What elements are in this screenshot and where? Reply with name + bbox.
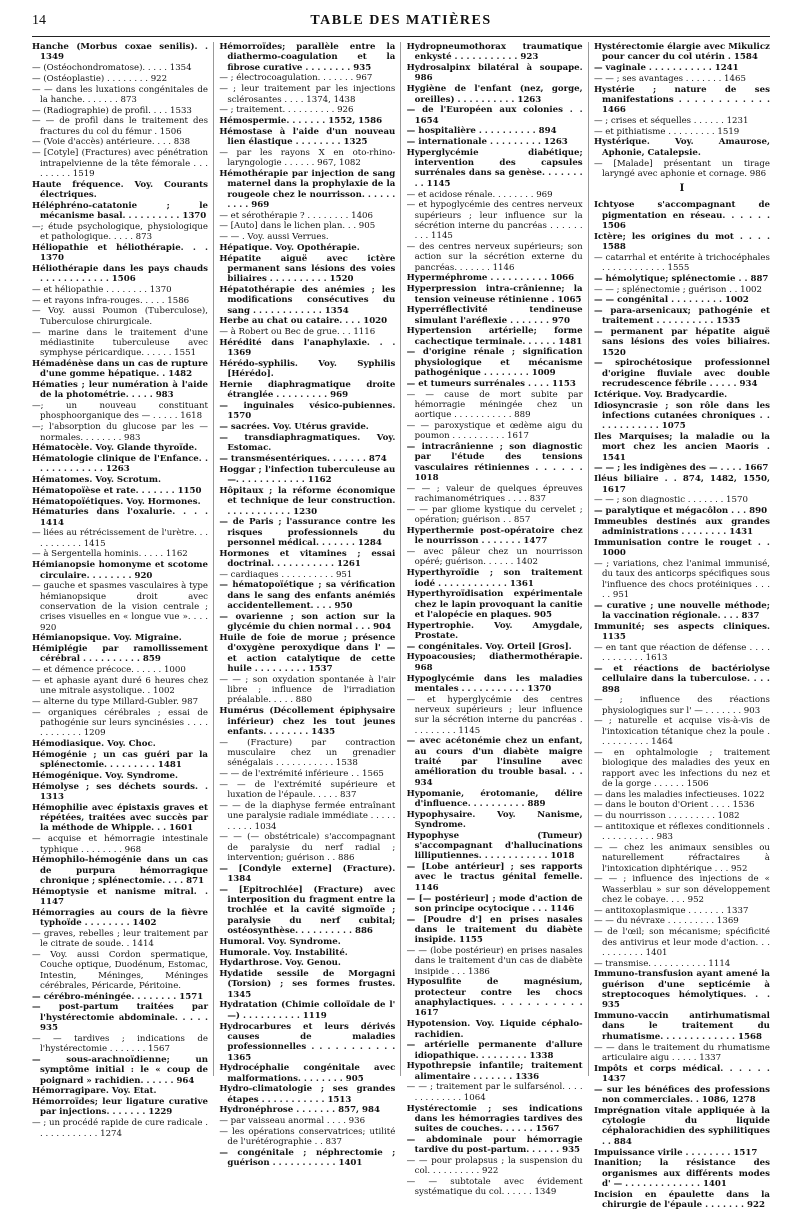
index-entry: — antitoxoplasmique . . . . . . . 1337 [593, 905, 749, 916]
index-column-4 [593, 42, 770, 1210]
section-letter: I [679, 183, 685, 195]
index-entry: — ; influence des réactions physiologiques sur l' — . . . . . . . 903 [593, 695, 770, 716]
index-entry: Hérédo-syphilis. Voy. Syphilis [Hérédo]. [219, 358, 396, 380]
index-entry: Hépatique. Voy. Opothérapie. [219, 242, 360, 253]
index-entry: Hémophilie avec épistaxis graves et répétées, traitées avec succès par la méthode de Whipple. . . 1601 [32, 802, 208, 834]
index-entry: — — dans les luxations congénitales de la hanche. . . . . . . 873 [32, 84, 208, 105]
index-entry: — et démence précoce. . . . . . 1000 [32, 665, 186, 676]
index-entry: Hyperthyroïdie ; son traitement iodé . . . . . . . . . . . . 1361 [406, 568, 583, 589]
running-header [32, 10, 770, 37]
column-divider [213, 42, 214, 1076]
index-entry: —; l'absorption du glucose par les — normales. . . . . . . . 983 [32, 422, 208, 443]
index-entry: Hépatite aiguë avec ictère permanent sans lésions des voies biliaires . . . . . . . . . . 1520 [219, 253, 396, 285]
index-entry: — ovarienne ; son action sur la glycémie du chien normal . . . 904 [219, 611, 396, 633]
index-column-3 [406, 42, 583, 1198]
index-entry: Impôts et corps médical. . . . . . 1437 [593, 1063, 770, 1084]
index-entry: — [Condyle externe] (Fracture). 1384 [219, 863, 396, 884]
index-entry: — vaginale . . . . . . . . . . . 1241 [593, 63, 739, 74]
index-entry: Hoggar ; l'infection tuberculeuse au —. . . . . . . . . . . . 1162 [219, 464, 396, 486]
index-entry: — Voy. aussi Poumon (Tuberculose), Tuberculose chirurgicale. [32, 306, 208, 327]
index-entry: — — ; traitement par le sulfarsénol. . . . . . . . . . . . . 1064 [406, 1082, 583, 1103]
index-entry: — alterne du type Millard-Gubler. 987 [32, 696, 199, 707]
index-entry: — catarrhal et entérite à trichocéphales . . . . . . . . . . . . 1555 [593, 252, 770, 274]
index-entry: — — de profil dans le traitement des fractures du col du fémur . 1506 [32, 116, 208, 137]
page-number: 14 [32, 13, 46, 28]
index-entry: Haute fréquence. Voy. Courants électriques. [32, 179, 208, 200]
index-entry: — — ; splénectomie ; guérison . . 1002 [593, 284, 762, 295]
index-entry: — d'origine rénale ; signification physiologique et mécanisme pathogénique . . . . . . . . 1009 [406, 347, 583, 379]
index-entry: Hôpitaux ; la réforme économique et technique de leur construction. . . . . . . . . . . . 1230 [219, 485, 396, 517]
index-entry: — congénitale ; néphrectomie ; guérison . . . . . . . . . . . 1401 [219, 1148, 396, 1169]
index-entry: — curative ; une nouvelle méthode; la vaccination régionale. . . . 837 [593, 600, 770, 622]
index-entry: Hémorragipare. Voy. Etat. [32, 1086, 157, 1097]
index-entry: — et héliopathie . . . . . . . . 1370 [32, 284, 172, 295]
index-entry: Hanche (Morbus coxae senilis). . 1349 [32, 42, 208, 63]
index-entry: Hémianopsique. Voy. Migraine. [32, 633, 182, 644]
index-entry: — et aphasie ayant duré 6 heures chez une mitrale asystolique. . 1002 [32, 675, 208, 697]
index-entry: Hématopoïétiques. Voy. Hormones. [32, 496, 201, 507]
index-entry: Ichtyose s'accompagnant de pigmentation en réseau. . . . . . 1506 [593, 200, 770, 231]
index-entry: — ; crises et séquelles . . . . . . 1231 [593, 115, 749, 126]
index-entry: — et hyperglycémie des centres nerveux supérieurs ; leur influence sur la sécrétion interne du pancréas . . . . . . . . . 1145 [406, 694, 583, 736]
index-entry: — (Ostéoplastie) . . . . . . . . 922 [32, 73, 168, 84]
index-entry: — transmésentériques. . . . . . . 874 [219, 454, 387, 464]
index-entry: Hémostase à l'aide d'un nouveau lien élastique . . . . . . . . 1325 [219, 126, 396, 148]
index-entry: — organiques cérébrales ; essai de pathogénie sur leurs syncinésies . . . . . . . . . . . . 1209 [32, 707, 208, 739]
index-entry: Humoral. Voy. Syndrome. [219, 936, 341, 947]
index-entry: Herbe au chat ou cataire. . . . 1020 [219, 316, 388, 327]
index-entry: — dans les maladies infectieuses. 1022 [593, 789, 765, 800]
index-entry: — ; leur traitement par les injections sclérosantes . . . . 1374, 1438 [219, 84, 396, 105]
index-entry: Immunité; ses aspects cliniques. 1135 [593, 621, 770, 643]
index-entry: — sous-arachnoïdienne; un symptôme initial : le « coup de poignard » rachidien. . . . . . 964 [32, 1054, 208, 1086]
index-entry: — — chez les animaux sensibles ou naturellement réfractaires à l'intoxication diphtérique . . . 952 [593, 842, 770, 874]
index-entry: — par les rayons X en oto-rhino-laryngologie . . . . . . 967, 1082 [219, 147, 396, 169]
index-entry: — transdiaphragmatiques. Voy. Estomac. [219, 432, 396, 454]
index-entry: Incision en épaulette dans la chirurgie de l'épaule . . . . . . . 922 [593, 1189, 770, 1210]
index-entry: Hydrosalpinx bilatéral à soupape. 986 [406, 63, 583, 84]
index-entry: Hydrocarbures et leurs dérivés causes de maladies professionnelles . . . . . . . . . . . 1365 [219, 1021, 396, 1063]
index-entry: Hypertension artérielle; forme cachectique terminale. . . . . . 1481 [406, 326, 583, 347]
index-entry: Hystérectomie élargie avec Mikulicz pour cancer du col utérin . 1584 [593, 42, 770, 63]
index-entry: — abdominale pour hémorragie tardive du post-partum. . . . . . 935 [406, 1134, 583, 1156]
index-entry: Hémorroïdes; leur ligature curative par injections. . . . . . . 1229 [32, 1097, 208, 1118]
index-entry: — sur les bénéfices des professions non commerciales. . 1086, 1278 [593, 1084, 770, 1106]
index-entry: Hémothérapie par injection de sang maternel dans la prophylaxie de la rougeole chez le nourrisson. . . . . . . . . . 969 [219, 168, 396, 210]
index-entry: — à Robert ou Bec de grue. . . 1116 [219, 327, 376, 338]
index-entry: — hospitalière . . . . . . . . . . 894 [406, 126, 557, 137]
index-entry: — — par gliome kystique du cervelet ; opération; guérison . . 857 [406, 504, 583, 526]
index-entry: — permanent par hépatite aiguë sans lésions des voies biliaires. 1520 [593, 327, 770, 358]
index-entry: — hématopoïétique ; sa vérification dans le sang des enfants anémiés accidentellement. . . . 950 [219, 580, 396, 612]
index-entry: — dans le bouton d'Orient . . . . 1536 [593, 800, 755, 811]
index-entry: Hémadénèse dans un cas de rupture d'une gomme hépatique. . 1482 [32, 358, 208, 380]
index-entry: Hyperthermie post-opératoire chez le nourrisson . . . . . . . 1477 [406, 526, 583, 547]
index-entry: Hématies ; leur numération à l'aide de la photométrie. . . . . 983 [32, 380, 208, 401]
index-entry: Hydropneumothorax traumatique enkysté . . . . . . . . . . . 923 [406, 42, 583, 63]
index-entry: Immuno-transfusion ayant amené la guérison d'une septicémie à streptocoques hémolytiques. . . 935 [593, 969, 770, 1011]
index-entry: — avec acétonémie chez un enfant, au cours d'un diabète maigre traité par l'insuline avec amélioration du trouble basal. . . 934 [406, 736, 583, 788]
index-entry: — acquise et hémorragie intestinale typhique . . . . . . . . 968 [32, 834, 208, 855]
index-entry: Hystérique. Voy. Amaurose, Aphonie, Catalepsie. [593, 137, 770, 158]
index-entry: Hyperréflectivité tendineuse simulant l'aréflexie . . . . . . . 970 [406, 305, 583, 326]
index-entry: — et rayons infra-rouges. . . . . 1586 [32, 295, 190, 306]
index-entry: Hormones et vitamines ; essai doctrinal. . . . . . . . . . . 1261 [219, 548, 396, 569]
index-entry: — — ; ses avantages . . . . . . . 1465 [593, 73, 746, 84]
index-entry: — les opérations conservatrices; utilité de l'urétérographie . . 837 [219, 1126, 396, 1148]
index-entry: Immuno-vaccin antirhumatismal dans le traitement du rhumatisme. . . . . . . . . . . . . 1568 [593, 1011, 770, 1042]
index-entry: — — ; son diagnostic . . . . . . . 1570 [593, 495, 748, 506]
index-entry: — — . Voy. aussi Verrues. [219, 232, 329, 243]
index-entry: — et tumeurs surrénales . . . . 1153 [406, 378, 576, 389]
index-entry: — (Voie d'accès) antérieure. . . . 838 [32, 137, 191, 148]
index-column-2 [219, 42, 396, 1169]
index-entry: — de l'œil; son mécanisme; spécificité des antivirus et leur mode d'action. . . . . . . . . . . 1401 [593, 927, 770, 958]
index-entry: Héléphréno-catatonie ; le mécanisme basal. . . . . . . . . . 1370 [32, 200, 208, 222]
index-entry: — — ; valeur de quelques épreuves rachimanométriques . . . . 837 [406, 483, 583, 505]
index-entry: Immunisation contre le rouget . . 1000 [593, 537, 770, 559]
index-entry: Huile de foie de morue ; présence d'oxygène peroxydique dans l' — et action catalytique de cette huile . . . . . . . . . 1537 [219, 632, 396, 674]
index-entry: Hypotension. Voy. Liquide céphalo-rachidien. [406, 1019, 583, 1040]
index-entry: — cardiaques . . . . . . . . . . 951 [219, 569, 353, 580]
index-entry: Héliopathie et héliothérapie. . . 1370 [32, 242, 208, 264]
index-entry: — liées au rétrécissement de l'urètre. . . . . . . . . . . 1415 [32, 528, 208, 549]
index-entry: — (Fracture) par contraction musculaire chez un grenadier sénégalais . . . . . . . . . . . 1538 [219, 737, 396, 769]
index-entry: Hématuries dans l'oxalurie. . . . 1414 [32, 507, 208, 528]
index-entry: — en ophtalmologie ; traitement biologique des maladies des yeux en rapport avec les infections du nez et de la gorge . . . . . . 1506 [593, 747, 770, 789]
index-entry: — et sérothérapie ? . . . . . . . . 1406 [219, 210, 373, 221]
index-entry: — des centres nerveux supérieurs; son action sur la sécrétion externe du pancréas. . . . . . . 1146 [406, 242, 583, 273]
index-entry: Hémodiasique. Voy. Choc. [32, 739, 156, 750]
index-entry: Hypertrophie. Voy. Amygdale, Prostate. [406, 620, 583, 642]
index-entry: Hématocèle. Voy. Glande thyroïde. [32, 443, 198, 454]
index-entry: — — du névraxe . . . . . . . . . 1369 [593, 916, 739, 927]
index-entry: — par vaisseau anormal . . . . 936 [219, 1116, 366, 1127]
index-entry: — — de l'extrémité supérieure et luxation de l'épaule. . . . . 837 [219, 779, 396, 801]
index-entry: — internationale . . . . . . . . . 1263 [406, 137, 568, 148]
index-entry: — sacrées. Voy. Utérus gravide. [219, 422, 369, 433]
index-entry: Impuissance virile . . . . . . . . 1517 [593, 1147, 758, 1158]
index-entry: — congénitales. Voy. Orteil [Gros]. [406, 641, 572, 652]
index-entry: Hémorroïdes; parallèle entre la diathermo-coagulation et la fibrose curative . . . . . . . . 935 [219, 42, 396, 73]
index-entry: Hyperméphrome . . . . . . . . . . 1066 [406, 273, 575, 284]
index-entry: — (Radiographie) de profil. . . . 1533 [32, 105, 192, 116]
index-entry: — [Malade] présentant un tirage laryngé avec aphonie et cornage. 986 [593, 158, 770, 179]
index-entry: Hématomes. Voy. Scrotum. [32, 475, 161, 486]
index-entry: Hernie diaphragmatique droite étranglée . . . . . . . . . 969 [219, 380, 396, 401]
index-entry: — [Auto] dans le lichen plan. . . 905 [219, 221, 376, 232]
index-entry: Hémolyse ; ses déchets sourds. . 1313 [32, 781, 208, 803]
index-entry: — — dans le traitement du rhumatisme articulaire aigu . . . . . 1337 [593, 1042, 770, 1063]
page-title: TABLE DES MATIÈRES [310, 13, 492, 28]
index-entry: — — congénital . . . . . . . . . 1002 [593, 295, 749, 306]
index-entry: Hypophysaire. Voy. Nanisme, Syndrome. [406, 809, 583, 830]
index-column-1 [32, 42, 208, 1139]
index-entry: Hydratation (Chimie colloïdale de l' —) . . . . . . . . . . 1119 [219, 1000, 396, 1021]
column-divider [588, 42, 589, 1076]
index-entry: — — paroxystique et œdème aigu du poumon . . . . . . . . . . 1617 [406, 421, 583, 442]
index-entry: — — subtotale avec évidement systématique du col. . . . . . 1349 [406, 1177, 583, 1198]
index-entry: — de l'Européen aux colonies . . 1654 [406, 105, 583, 126]
index-entry: — ; variations, chez l'animal immunisé, du taux des anticorps spécifiques sous l'influence des chocs protéiniques . . . . . 951 [593, 558, 770, 600]
index-entry: — ; électrocoagulation. . . . . . . 967 [219, 73, 373, 84]
index-entry: — — cause de mort subite par hémorragie méningée chez un aortique . . . . . . . . . . . 889 [406, 389, 583, 421]
index-entry: — [Lobe antérieur] ; ses rapports avec le tractus génital femelle. 1146 [406, 862, 583, 893]
index-entry: Hydatide sessile de Morgagni (Torsion) ; ses formes frustes. 1345 [219, 969, 396, 1000]
index-entry: — — pour prolapsus ; la suspension du col. . . . . . . . . . 922 [406, 1156, 583, 1177]
index-entry: Hypoacousies; diathermothérapie. 968 [406, 652, 583, 673]
index-entry: — intracrânienne ; son diagnostic par l'étude des tensions vasculaires rétiniennes . . . . . . 1018 [406, 442, 583, 484]
index-entry: — et hypoglycémie des centres nerveux supérieurs ; leur influence sur la sécrétion interne du pancréas . . . . . . . . . 1145 [406, 200, 583, 242]
index-entry: — spirochétosique professionnel d'origine fluviale avec double recrudescence fébrile . . . . . 934 [593, 358, 770, 390]
index-entry: Héliothérapie dans les pays chauds . . . . . . . . . . . . 1506 [32, 263, 208, 285]
index-entry: — hémolytique; splénectomie . . 887 [593, 273, 769, 284]
index-entry: — — (— obstétricale) s'accompagnant de paralysie du nerf radial ; intervention; guérison . . 886 [219, 832, 396, 863]
index-entry: — — (lobe postérieur) en prises nasales dans le traitement d'un cas de diabète insipide . . . 1386 [406, 946, 583, 977]
index-entry: — antitoxique et réflexes conditionnels . . . . . . . . . . . 983 [593, 821, 770, 843]
index-entry: Hydarthrose. Voy. Genou. [219, 958, 341, 969]
index-entry: Hypomanie, érotomanie, délire d'influence. . . . . . . . . . 889 [406, 788, 583, 809]
index-entry: Hémogénique. Voy. Syndrome. [32, 770, 178, 781]
index-entry: Immeubles destinés aux grandes administrations . . . . . . . . 1431 [593, 516, 770, 538]
index-entry: — marine dans le traitement d'une médiastinite tuberculeuse avec symphyse péricardique. . . . . . 1551 [32, 327, 208, 359]
index-entry: Hyposulfite de magnésium, protecteur contre les chocs anaphylactiques. . . . . . . . . . . 1617 [406, 977, 583, 1019]
index-entry: Iles Marquises; la maladie ou la mort chez les ancien Maoris . 1541 [593, 432, 770, 463]
index-entry: — [— postérieur] ; mode d'action de son principe ocytocique . . . 1146 [406, 893, 583, 914]
index-entry: — para-arsenicaux; pathogénie et traitement . . . . . . . . . . 1535 [593, 305, 770, 327]
index-entry: Hémianopsie homonyme et scotome circulaire. . . . . . . . 920 [32, 560, 208, 581]
index-entry: — cérébro-méningée. . . . . . . . 1571 [32, 991, 204, 1002]
index-entry: —; étude psychologique, physiologique et pathologique. . . . . 873 [32, 221, 208, 243]
index-entry: — — ; les indigènes des — . . . . 1667 [593, 463, 769, 474]
index-entry: Hémospermie. . . . . . . 1552, 1586 [219, 115, 383, 126]
index-entry: Ictérique. Voy. Bradycardie. [593, 389, 728, 400]
index-entry: Imprégnation vitale appliquée à la cytologie du liquide céphalorachidien des syphilitiques . . 884 [593, 1105, 770, 1147]
index-entry: — paralytique et mégacôlon . . . 890 [593, 506, 768, 517]
index-entry: — graves, rebelles ; leur traitement par le citrate de soude. . 1414 [32, 928, 208, 950]
index-entry: — et pithiatisme . . . . . . . . . 1519 [593, 126, 740, 137]
index-entry: Humérus (Décollement épiphysaire inférieur) chez les tout jeunes enfants. . . . . . . . 1435 [219, 706, 396, 737]
index-entry: Hémorragies au cours de la fièvre typhoïde . . . . . . . . 1402 [32, 907, 208, 929]
index-entry: Hyperpression intra-crânienne; la tension veineuse rétinienne . 1065 [406, 284, 583, 305]
index-columns [32, 42, 770, 1210]
index-entry: Hématologie clinique de l'Enfance. . . . . . . . . . . . . 1263 [32, 454, 208, 475]
index-entry: —; un nouveau constituant phosphoorganique des — . . . . . 1618 [32, 401, 208, 422]
index-entry: — en tant que réaction de défense . . . . . . . . . . . . 1613 [593, 642, 770, 664]
index-entry: Hystérie ; nature de ses manifestations . . . . . . . . . . . . 1466 [593, 84, 770, 116]
index-entry: — (Ostéochondromatose). . . . . 1354 [32, 63, 192, 74]
index-entry: — et réactions de bactériolyse cellulaire dans la tuberculose. . . . 898 [593, 663, 770, 695]
index-entry: Hypothrepsie infantile; traitement alimentaire . . . . . . . 1336 [406, 1061, 583, 1082]
index-entry: — Voy. aussi Cordon spermatique, Couche optique, Duodénum, Estomac, Intestin, Méninges, Méninges cérébrales, Péricarde, Péritoine. [32, 949, 208, 991]
index-entry: — artérielle permanente d'allure idiopathique. . . . . . . . . 1338 [406, 1040, 583, 1061]
index-entry: Idiosyncrasie ; son rôle dans les infections cutanées chroniques . . . . . . . . . . . . 1075 [593, 400, 770, 432]
index-entry: Hérédité dans l'anaphylaxie. . . 1369 [219, 337, 396, 359]
index-entry: — à Sergentella hominis. . . . . 1162 [32, 549, 188, 560]
index-entry: Hygiène de l'enfant (nez, gorge, oreilles) . . . . . . . . . . 1263 [406, 84, 583, 105]
index-entry: — — ; influence des injections de « Wasserblau » sur son développement chez le cobaye. . . . 952 [593, 874, 770, 905]
index-entry: — inguinales vésico-pubiennes. 1570 [219, 401, 396, 422]
index-entry: Inanition; la résistance des organismes aux différents modes d' — . . . . . . . . . . . . . 1401 [593, 1158, 770, 1189]
index-entry: Humorale. Voy. Instabilité. [219, 947, 348, 958]
index-entry: Hémiplégie par ramollissement cérébral . . . . . . . . . . 859 [32, 644, 208, 665]
index-entry: — — tardives ; indications de l'hystérectomie . . . . . . . 1567 [32, 1033, 208, 1055]
index-entry: Hépatothérapie des anémies ; les modifications consécutives du sang . . . . . . . . . . . . 1354 [219, 284, 396, 316]
index-entry: — post-partum traitées par l'hystérectomie abdominale. . . . . 935 [32, 1002, 208, 1034]
index-entry: — transmise. . . . . . . . . . . 1114 [593, 958, 731, 969]
index-entry: Hyperthyroïdisation expérimentale chez le lapin provoquant la canitie et l'alopécie en plaques. 905 [406, 589, 583, 620]
index-entry: — avec pâleur chez un nourrisson opéré; guérison. . . . . . 1402 [406, 547, 583, 568]
index-entry: — — de l'extrémité inférieure . . 1565 [219, 769, 384, 779]
index-entry: — de Paris ; l'assurance contre les risques professionnels du personnel médical. . . . . . . 1284 [219, 517, 396, 548]
index-entry: — ; traitement. . . . . . . . . . 926 [219, 105, 354, 116]
index-entry: Hydro-climatologie ; ses grandes étapes . . . . . . . . . . . 1513 [219, 1084, 396, 1105]
index-entry: Hyperglycémie diabétique; intervention des capsules surrénales dans sa genèse. . . . . . . . . 1145 [406, 147, 583, 189]
index-entry: — gauche et spasmes vasculaires à type hémianopsique droit avec conservation de la vision centrale ; crises visuelles en « longue vue ». . . . 920 [32, 581, 208, 633]
index-entry: Hystérectomie ; ses indications dans les hémorragies tardives des suites de couches. . . . . . 1567 [406, 1103, 583, 1135]
index-entry: — [Cotyle] (Fractures) avec pénétration intrapelvienne de la tête fémorale . . . . . . . . . 1519 [32, 148, 208, 179]
index-entry: Ictère; les origines du mot . . . . 1588 [593, 231, 770, 252]
index-entry: — [Epitrochlée] (Fracture) avec interposition du fragment entre la trochlée et la cavité sigmoïde ; paralysie du nerf cubital; ostéosynthèse. . . . . . . . . . 886 [219, 884, 396, 937]
index-entry: — ; naturelle et acquise vis-à-vis de l'intoxication tétanique chez la poule . . . . . . . . . . 1464 [593, 716, 770, 748]
index-entry: Hydrocéphalie congénitale avec malformations. . . . . . . . 905 [219, 1063, 396, 1084]
index-entry: — — ; son oxydation spontanée à l'air libre ; influence de l'irradiation préalable. . . . . 880 [219, 674, 396, 706]
index-entry: Hémophilo-hémogénie dans un cas de purpura hémorragique chronique ; splénectomie. . . . 871 [32, 855, 208, 886]
index-entry: Hypoglycémie dans les maladies mentales . . . . . . . . . . . 1370 [406, 673, 583, 694]
index-entry: — et acidose rénale. . . . . . . . 969 [406, 189, 553, 200]
index-entry: — du nourrisson . . . . . . . . . 1082 [593, 811, 740, 822]
index-entry: Hémoptysie et nanisme mitral. . 1147 [32, 886, 208, 908]
index-entry: Iléus biliaire . . 874, 1482, 1550, 1617 [593, 474, 770, 495]
index-entry: Hématopoïèse et rate. . . . . . . 1150 [32, 485, 202, 496]
column-divider [400, 42, 401, 1076]
index-entry: — ; un procédé rapide de cure radicale . . . . . . . . . . . . 1274 [32, 1118, 208, 1139]
index-entry: — [Poudre d'] en prises nasales dans le traitement du diabète insipide. 1155 [406, 914, 583, 946]
index-entry: Hémogénie ; un cas guéri par la splénectomie. . . . . . . . . 1481 [32, 749, 208, 771]
index-entry: Hypophyse (Tumeur) s'accompagnant d'hallucinations lilliputiennes. . . . . . . . . . . . 1018 [406, 830, 583, 862]
index-entry: Hydronéphrose . . . . . . . 857, 984 [219, 1105, 380, 1116]
index-entry: — — de la diaphyse fermée entraînant une paralysie radiale immédiate . . . . . . . . . . 1034 [219, 800, 396, 832]
